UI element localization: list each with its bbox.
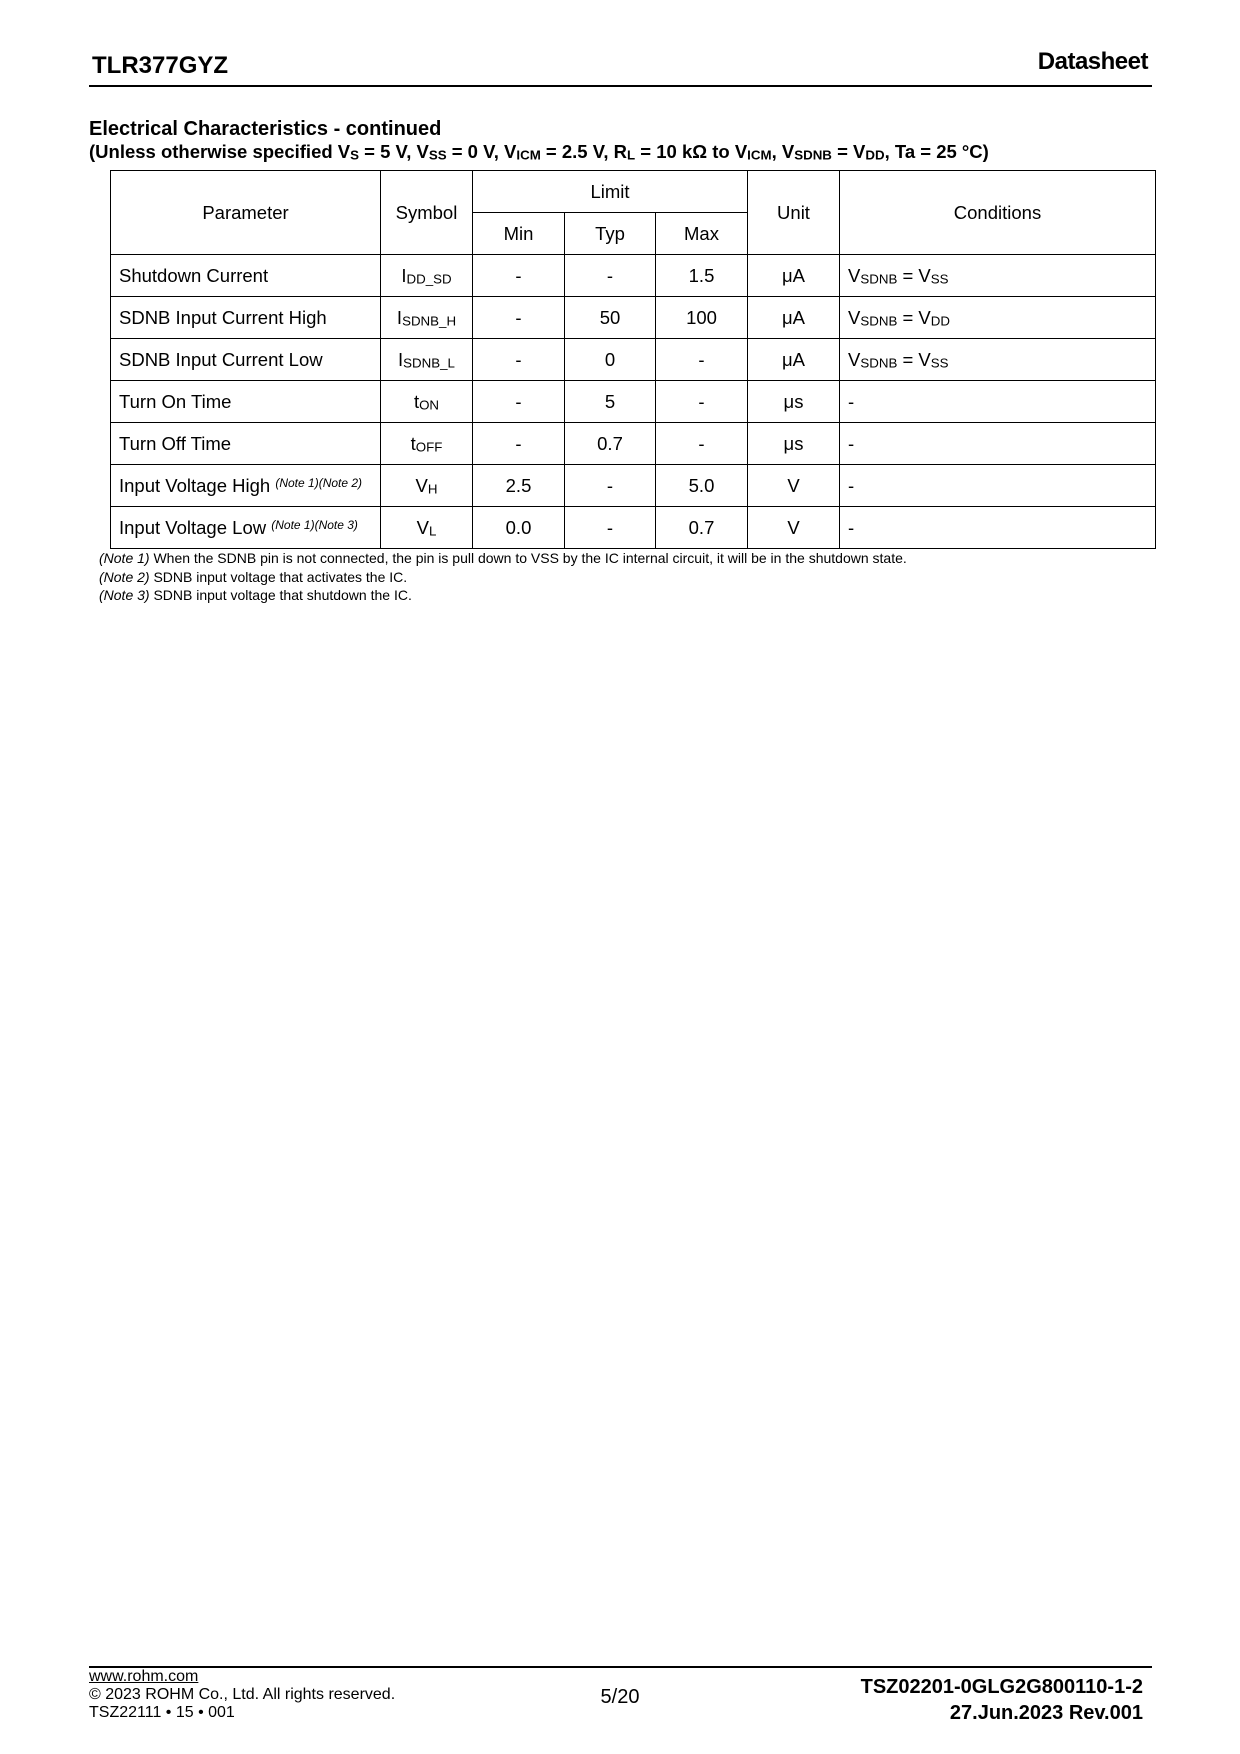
header-max: Max	[656, 213, 748, 255]
form-code: TSZ22111 • 15 • 001	[89, 1704, 235, 1721]
cond-main: -	[848, 474, 855, 496]
parameter-name: SDNB Input Current High	[119, 306, 327, 328]
symbol-sub: DD_SD	[406, 270, 452, 286]
cond-sub: SDNB	[860, 270, 898, 286]
unit-cell: μA	[748, 339, 840, 381]
cond-main: V	[848, 306, 861, 328]
symbol-cell	[381, 339, 473, 381]
page-number: 5/20	[600, 1686, 640, 1708]
cond-sub: SDNB	[860, 312, 898, 328]
cond-sub: S	[350, 147, 360, 163]
unit-cell: μs	[748, 423, 840, 465]
conditions-cell	[840, 465, 1156, 507]
conditions-cell	[840, 381, 1156, 423]
min-cell: 2.5	[473, 465, 565, 507]
symbol-main: I	[398, 348, 404, 370]
note-line	[99, 586, 907, 605]
typ-cell: -	[565, 507, 656, 549]
unit-cell: μs	[748, 381, 840, 423]
table-row	[111, 465, 1156, 507]
note-reference: (Note 1)(Note 3)	[271, 517, 358, 532]
symbol-main: t	[410, 432, 416, 454]
parameter-name: Turn Off Time	[119, 432, 232, 454]
conditions-cell	[840, 339, 1156, 381]
parameter-cell	[111, 255, 381, 297]
max-cell: 0.7	[656, 507, 748, 549]
min-cell: -	[473, 255, 565, 297]
table-row	[111, 381, 1156, 423]
conditions-cell	[840, 255, 1156, 297]
parameter-name: Turn On Time	[119, 390, 232, 412]
unit-cell: μA	[748, 297, 840, 339]
cond-text: , V	[771, 141, 795, 162]
cond-sub: L	[627, 147, 636, 163]
typ-cell: 0.7	[565, 423, 656, 465]
symbol-sub: ON	[419, 396, 440, 412]
header-unit: Unit	[748, 171, 840, 255]
header-conditions: Conditions	[840, 171, 1156, 255]
cond-main: -	[848, 390, 855, 412]
symbol-sub: OFF	[415, 438, 443, 454]
symbol-main: V	[416, 516, 429, 538]
unit-cell: V	[748, 465, 840, 507]
symbol-cell	[381, 297, 473, 339]
note-text: SDNB input voltage that activates the IC.	[149, 568, 408, 585]
min-cell: -	[473, 381, 565, 423]
note-reference: (Note 1)(Note 2)	[275, 475, 363, 490]
max-cell: -	[656, 423, 748, 465]
parameter-cell	[111, 423, 381, 465]
header-symbol: Symbol	[381, 171, 473, 255]
typ-cell: 5	[565, 381, 656, 423]
parameter-name: Input Voltage High	[119, 474, 271, 496]
cond-sub2: DD	[930, 312, 951, 328]
cond-text: = 5 V, V	[359, 141, 429, 162]
table-row	[111, 423, 1156, 465]
conditions-cell	[840, 507, 1156, 549]
cond-sub: DD	[865, 147, 885, 163]
typ-cell: 50	[565, 297, 656, 339]
table-row	[111, 339, 1156, 381]
symbol-main: t	[413, 390, 420, 412]
parameter-cell	[111, 339, 381, 381]
cond-text: = 2.5 V, R	[540, 141, 628, 162]
symbol-cell	[381, 507, 473, 549]
typ-cell: -	[565, 465, 656, 507]
cond-text: = 10 kΩ to V	[635, 141, 748, 162]
cond-eq: = V	[897, 306, 931, 328]
symbol-sub: SDNB_H	[402, 312, 457, 328]
max-cell: 5.0	[656, 465, 748, 507]
cond-sub: ICM	[747, 147, 772, 163]
note-text: When the SDNB pin is not connected, the pin is pull down to VSS by the IC internal circuit, it will be in the shutdown state.	[149, 550, 907, 566]
doc-type: Datasheet	[1037, 48, 1148, 75]
cond-eq: = V	[897, 264, 931, 286]
symbol-cell	[381, 255, 473, 297]
conditions-cell	[840, 423, 1156, 465]
note-label: (Note 3)	[99, 587, 150, 603]
parameter-cell	[111, 381, 381, 423]
cond-text: = V	[831, 141, 866, 162]
unit-cell: μA	[748, 255, 840, 297]
parameter-cell	[111, 507, 381, 549]
footer-right	[861, 1674, 1143, 1726]
note-line	[99, 549, 907, 568]
test-conditions	[89, 141, 989, 163]
min-cell: -	[473, 423, 565, 465]
symbol-sub: L	[428, 522, 437, 538]
typ-cell: 0	[565, 339, 656, 381]
min-cell: -	[473, 297, 565, 339]
cond-main: -	[848, 516, 855, 538]
min-cell: -	[473, 339, 565, 381]
note-text: SDNB input voltage that shutdown the IC.	[149, 587, 412, 603]
cond-text: , Ta = 25 °C)	[884, 141, 989, 162]
max-cell: 100	[656, 297, 748, 339]
cond-sub: ICM	[516, 147, 541, 163]
header-divider	[89, 85, 1152, 87]
section-title: Electrical Characteristics - continued	[89, 118, 442, 140]
parameter-name: Shutdown Current	[119, 264, 269, 286]
symbol-main: I	[401, 264, 407, 286]
note-line	[99, 568, 907, 587]
cond-eq: = V	[897, 348, 931, 370]
revision-date: 27.Jun.2023 Rev.001	[949, 1702, 1143, 1724]
cond-sub2: SS	[930, 354, 949, 370]
symbol-main: I	[396, 306, 403, 328]
symbol-cell	[381, 381, 473, 423]
table-notes	[99, 549, 907, 605]
cond-main: V	[848, 348, 861, 370]
document-code: TSZ02201-0GLG2G800110-1-2	[860, 1676, 1143, 1698]
cond-main: V	[848, 264, 861, 286]
symbol-sub: H	[427, 480, 438, 496]
note-label: (Note 2)	[99, 568, 150, 585]
unit-cell: V	[748, 507, 840, 549]
parameter-cell	[111, 297, 381, 339]
conditions-cell	[840, 297, 1156, 339]
typ-cell: -	[565, 255, 656, 297]
parameter-name: SDNB Input Current Low	[119, 348, 323, 370]
cond-text: (Unless otherwise specified V	[89, 141, 351, 162]
cond-sub: SDNB	[794, 147, 832, 163]
parameter-name: Input Voltage Low	[119, 516, 267, 538]
symbol-cell	[381, 465, 473, 507]
part-number: TLR377GYZ	[92, 52, 229, 79]
cond-main: -	[848, 432, 855, 454]
max-cell: 1.5	[656, 255, 748, 297]
cond-sub: SS	[428, 147, 447, 163]
table-row	[111, 507, 1156, 549]
parameter-cell	[111, 465, 381, 507]
copyright: © 2023 ROHM Co., Ltd. All rights reserved.	[89, 1686, 396, 1703]
max-cell: -	[656, 381, 748, 423]
header-parameter: Parameter	[111, 171, 381, 255]
symbol-main: V	[415, 474, 428, 496]
max-cell: -	[656, 339, 748, 381]
electrical-characteristics-table	[110, 170, 1156, 549]
min-cell: 0.0	[473, 507, 565, 549]
cond-sub2: SS	[930, 270, 949, 286]
cond-text: = 0 V, V	[446, 141, 517, 162]
header-typ: Typ	[565, 213, 656, 255]
symbol-sub: SDNB_L	[403, 354, 455, 370]
note-label: (Note 1)	[99, 550, 150, 566]
table-row	[111, 255, 1156, 297]
table-row	[111, 297, 1156, 339]
header-min: Min	[473, 213, 565, 255]
website-link[interactable]: www.rohm.com	[89, 1668, 199, 1685]
header-limit: Limit	[473, 171, 748, 213]
symbol-cell	[381, 423, 473, 465]
cond-sub: SDNB	[860, 354, 898, 370]
